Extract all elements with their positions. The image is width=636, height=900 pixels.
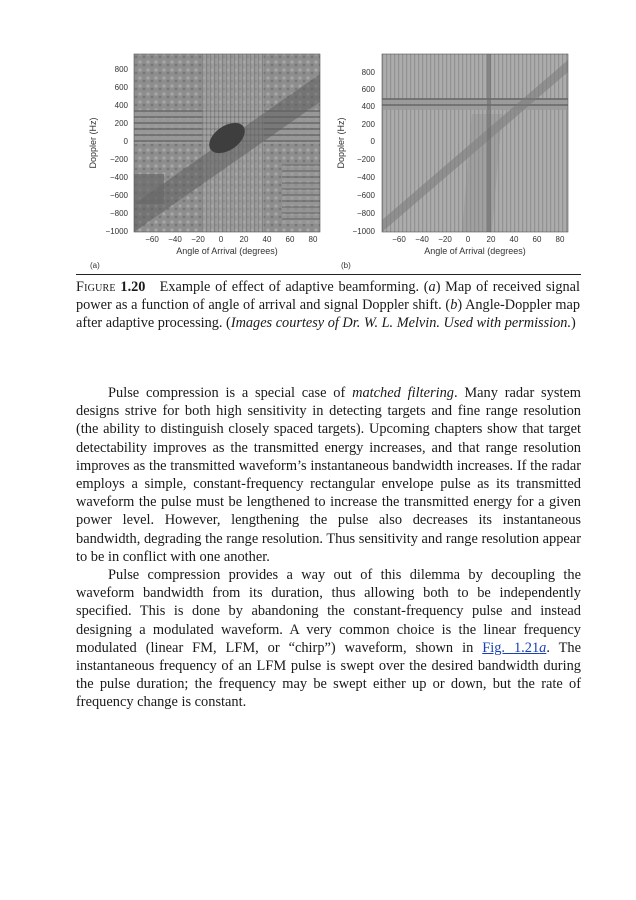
panel-a-ylabel: Doppler (Hz) (88, 117, 98, 169)
figure-caption (76, 278, 580, 332)
panel-a-xtick: 40 (262, 235, 272, 244)
figure-link-sub[interactable]: a (539, 639, 547, 656)
panel-a-ytick: −800 (109, 209, 128, 218)
paragraph-1 (76, 384, 581, 566)
panel-a-image (134, 54, 320, 232)
panel-b-xtick: 60 (532, 235, 542, 244)
panel-b-ytick: 0 (370, 137, 375, 146)
panel-a-xtick: 80 (308, 235, 318, 244)
panel-b-xtick: −40 (415, 235, 429, 244)
caption-text: ) (571, 315, 576, 331)
panel-b-tag: (b) (341, 261, 351, 270)
panel-b-xtick: 20 (486, 235, 496, 244)
panel-a-xtick: 0 (218, 235, 224, 244)
panel-a-ytick: −400 (109, 173, 128, 182)
caption-a: a (428, 279, 436, 295)
panel-b-y-ticks (353, 68, 376, 236)
panel-b-ytick: −1000 (352, 227, 375, 236)
panel-a-xtick: −60 (145, 235, 159, 244)
panel-a-ytick: 600 (114, 83, 128, 92)
caption-number: 1.20 (120, 279, 146, 295)
paragraph-text: . The instantaneous frequency of an LFM pulse is swept over the desired bandwidth during the pulse duration; the frequency may be swept either up or down, but the rate of frequency change is constant. (76, 639, 582, 711)
panel-b-ytick: 400 (361, 102, 375, 111)
caption-text: ) Map of received signal power as a function of angle of arrival and signal Doppler shift. ( (76, 279, 580, 313)
panel-b-ytick: −800 (356, 209, 375, 218)
paragraph-2 (76, 566, 581, 712)
panel-a-tag: (a) (90, 261, 100, 270)
panel-a-y-ticks (106, 65, 129, 236)
caption-b: b (450, 297, 458, 313)
panel-b-ytick: −600 (356, 191, 375, 200)
panel-a-ytick: −200 (109, 155, 128, 164)
body-text (76, 384, 581, 712)
panel-a-ytick: 800 (114, 65, 128, 74)
panel-b-ytick: −200 (356, 155, 375, 164)
panel-b-xtick: −20 (438, 235, 452, 244)
figure-svg (82, 44, 582, 274)
figure-link[interactable] (482, 640, 546, 656)
panel-b-ytick: 600 (361, 85, 375, 94)
caption-rule (76, 274, 581, 275)
paragraph-text: Pulse compression is a special case of (108, 385, 353, 401)
panel-a-xtick: 60 (285, 235, 295, 244)
panel-a-ytick: 0 (123, 137, 128, 146)
panel-a-xlabel: Angle of Arrival (degrees) (176, 246, 278, 256)
panel-a-xtick: 20 (239, 235, 249, 244)
paragraph-text: . Many radar system designs strive for both high sensitivity in detecting targets and fine range resolution (the ability to distinguish closely spaced targets). Upcoming chapters show that target detectability improves as the transmitted energy increases, and that range resolution improves as the transmitted waveform’s instantaneous bandwidth increases. If the radar employs a simple, constant-frequency rectangular envelope pulse as its transmitted waveform the pulse must be lengthened to increase the transmitted energy for a given power level. However, lengthening the pulse also decreases its instantaneous bandwidth, degrading the range resolution. Thus sensitivity and range resolution appear to be in conflict with one another. (76, 385, 581, 565)
figure-link-text[interactable]: Fig. 1.21 (482, 639, 540, 656)
panel-b-image (382, 54, 568, 232)
panel-b-xlabel: Angle of Arrival (degrees) (424, 246, 526, 256)
caption-label: Figure (76, 279, 116, 295)
panel-a-ytick: −600 (109, 191, 128, 200)
caption-text: ) Angle-Doppler map after adaptive processing. ( (76, 297, 580, 331)
emphasis-matched-filtering: matched filtering (352, 385, 454, 401)
caption-credit: Images courtesy of Dr. W. L. Melvin. Used with permission. (230, 315, 572, 331)
figure-1-20 (82, 44, 582, 274)
caption-text: Example of effect of adaptive beamforming. ( (159, 279, 429, 295)
panel-b-xtick: −60 (392, 235, 406, 244)
panel-a-ytick: 400 (114, 101, 128, 110)
panel-b-xtick: 40 (509, 235, 519, 244)
panel-b-ytick: 800 (361, 68, 375, 77)
panel-b-ytick: −400 (356, 173, 375, 182)
panel-a-ytick: 200 (114, 119, 128, 128)
panel-b-ylabel: Doppler (Hz) (336, 117, 346, 169)
panel-b-x-ticks (392, 235, 565, 244)
panel-a-xtick: −40 (168, 235, 182, 244)
panel-a-xtick: −20 (191, 235, 205, 244)
panel-b-ytick: 200 (361, 120, 375, 129)
panel-b-xtick: 0 (465, 235, 471, 244)
panel-a-x-ticks (145, 235, 318, 244)
panel-b-xtick: 80 (555, 235, 565, 244)
paragraph-text: Pulse compression provides a way out of this dilemma by decoupling the waveform bandwidth from its duration, thus allowing both to be independently specified. This is done by abandoning the constant-frequency pulse and instead designing a modulated waveform. A very common choice is the linear frequency modulated (linear FM, LFM, or “chirp”) waveform, shown in (76, 567, 581, 656)
panel-a-ytick: −1000 (105, 227, 128, 236)
